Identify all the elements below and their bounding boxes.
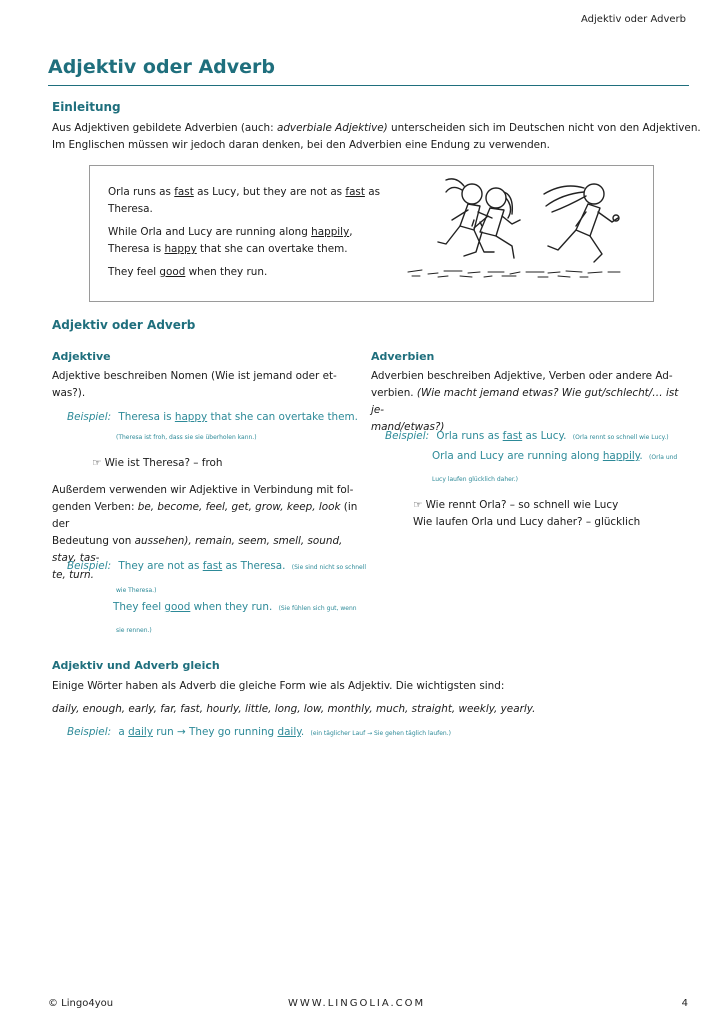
translation: (Orla rennt so schnell wie Lucy.): [572, 434, 669, 441]
gleich-example: [67, 726, 707, 738]
page-title: Adjektiv oder Adverb: [48, 56, 276, 78]
text: unterscheiden sich im Deutschen nicht von den Adjektiven.: [387, 122, 701, 134]
adjektive-example-3: [113, 601, 373, 613]
text: .: [639, 450, 643, 462]
adverbien-heading: Adverbien: [371, 350, 435, 363]
text: when they run.: [190, 601, 273, 613]
translation: Lucy laufen glücklich daher.): [432, 476, 518, 483]
hint-text: Wie laufen Orla und Lucy daher? – glücklich: [413, 516, 641, 528]
underlined-word: fast: [174, 186, 194, 198]
example-sentence: [118, 726, 304, 738]
intro-heading: Einleitung: [52, 100, 121, 114]
intro-line-1: [52, 120, 702, 137]
text: Aus Adjektiven gebildete Adverbien (auch:: [52, 122, 277, 134]
example-sentence: [118, 560, 285, 572]
underlined-word: happily: [602, 450, 640, 462]
underlined-word: fast: [502, 430, 523, 442]
section-heading: Adjektiv oder Adverb: [52, 318, 196, 332]
underlined-word: good: [164, 601, 191, 613]
pointing-hand-icon: ☞: [92, 457, 102, 469]
text: that she can overtake them.: [196, 243, 348, 255]
adverbien-paragraph-1: [371, 368, 691, 436]
example-box-text: [108, 184, 398, 281]
underlined-word: happily: [311, 226, 350, 238]
text: Orla and Lucy are running along: [432, 450, 603, 462]
gleich-heading: Adjektiv und Adverb gleich: [52, 659, 220, 672]
example-sentence: [436, 430, 566, 442]
text: Theresa is: [118, 411, 175, 423]
gleich-intro: Einige Wörter haben als Adverb die gleiche Form wie als Adjektiv. Die wichtigsten sind:: [52, 680, 505, 692]
text: as: [364, 186, 381, 198]
text: They feel: [113, 601, 165, 613]
text: run → They go running: [152, 726, 278, 738]
gleich-word-list: daily, enough, early, far, fast, hourly, little, long, low, monthly, much, straight, weekly, yearly.: [52, 703, 536, 715]
example-label: Beispiel:: [67, 411, 112, 423]
text-line: [371, 385, 691, 419]
adjektive-paragraph-1: [52, 368, 362, 402]
pointing-hand-icon: ☞: [413, 499, 423, 511]
example-label: Beispiel:: [385, 430, 430, 442]
text: Orla runs as: [436, 430, 503, 442]
box-sentence-3: [108, 264, 398, 281]
adjektive-example-1: [67, 411, 367, 423]
text: that she can overtake them.: [207, 411, 358, 423]
page-number: 4: [681, 998, 688, 1009]
adjektive-example-2: [67, 560, 377, 572]
running-header: Adjektiv oder Adverb: [581, 14, 686, 25]
box-sentence-1: [108, 184, 398, 218]
text: when they run.: [185, 266, 268, 278]
translation: (Sie sind nicht so schnell: [291, 564, 367, 571]
text: Außerdem verwenden wir Adjektive in Verbindung mit fol-: [52, 484, 354, 496]
text: as Lucy.: [522, 430, 567, 442]
example-sentence: [432, 450, 643, 462]
text: Theresa.: [108, 203, 153, 215]
translation: sie rennen.): [116, 627, 152, 634]
text: They feel: [108, 266, 160, 278]
adverbien-example-1: [385, 430, 705, 442]
hint-line: [413, 497, 713, 514]
text: .: [300, 726, 305, 738]
hint-text: Wie ist Theresa? – froh: [104, 457, 223, 469]
adjektive-heading: Adjektive: [52, 350, 111, 363]
text: verbien.: [371, 387, 417, 399]
text: (in der: [52, 501, 358, 530]
underlined-word: fast: [202, 560, 223, 572]
text: Adverbien beschreiben Adjektive, Verben oder andere Ad-: [371, 370, 673, 382]
text-em: mand/etwas?): [371, 421, 445, 433]
translation: wie Theresa.): [116, 587, 157, 594]
underlined-word: daily: [277, 726, 301, 738]
text-em: be, become, feel, get, grow, keep, look: [137, 501, 341, 513]
text: ,: [349, 226, 353, 238]
text: as Lucy, but they are not as: [193, 186, 346, 198]
text: They are not as: [118, 560, 203, 572]
underlined-word: good: [159, 266, 186, 278]
text-em: te, turn.: [52, 569, 94, 581]
example-sentence: [113, 601, 272, 613]
hint-text: Wie rennt Orla? – so schnell wie Lucy: [425, 499, 619, 511]
text: Bedeutung von: [52, 535, 135, 547]
text: genden Verben:: [52, 501, 138, 513]
adjektive-hint: [92, 457, 222, 469]
text-em: aussehen), remain, seem, smell, sound, stay, tas-: [52, 535, 343, 564]
translation: (Orla und: [649, 454, 678, 461]
intro-paragraph: [52, 120, 702, 154]
text: Orla runs as: [108, 186, 175, 198]
text: Adjektive beschreiben Nomen (Wie ist jemand oder et-: [52, 370, 337, 382]
text: a: [118, 726, 129, 738]
example-label: Beispiel:: [67, 560, 112, 572]
text-em: (Wie macht jemand etwas? Wie gut/schlecht/… ist je-: [371, 387, 679, 416]
footer-url[interactable]: WWW.LINGOLIA.COM: [288, 998, 426, 1009]
underlined-word: fast: [345, 186, 365, 198]
text-em: adverbiale Adjektive): [276, 122, 388, 134]
translation: (Sie fühlen sich gut, wenn: [278, 605, 357, 612]
running-girls-illustration: [398, 172, 638, 284]
text: While Orla and Lucy are running along: [108, 226, 312, 238]
text: as Theresa.: [222, 560, 286, 572]
translation: (Theresa ist froh, dass sie sie überholen kann.): [116, 434, 257, 441]
example-label: Beispiel:: [67, 726, 112, 738]
adverbien-hint: [413, 497, 713, 531]
intro-line-2: Im Englischen müssen wir jedoch daran denken, bei den Adverbien eine Endung zu verwenden.: [52, 139, 550, 151]
text-line: [52, 499, 367, 533]
translation: (ein täglicher Lauf → Sie gehen täglich laufen.): [310, 730, 451, 737]
box-sentence-2: [108, 224, 398, 258]
text: was?).: [52, 387, 86, 399]
underlined-word: daily: [128, 726, 153, 738]
example-sentence: [118, 411, 358, 423]
title-divider: [48, 85, 689, 86]
underlined-word: happy: [164, 243, 197, 255]
underlined-word: happy: [174, 411, 208, 423]
text: Theresa is: [108, 243, 165, 255]
copyright: © Lingo4you: [48, 998, 114, 1009]
adverbien-example-2: [432, 450, 702, 462]
